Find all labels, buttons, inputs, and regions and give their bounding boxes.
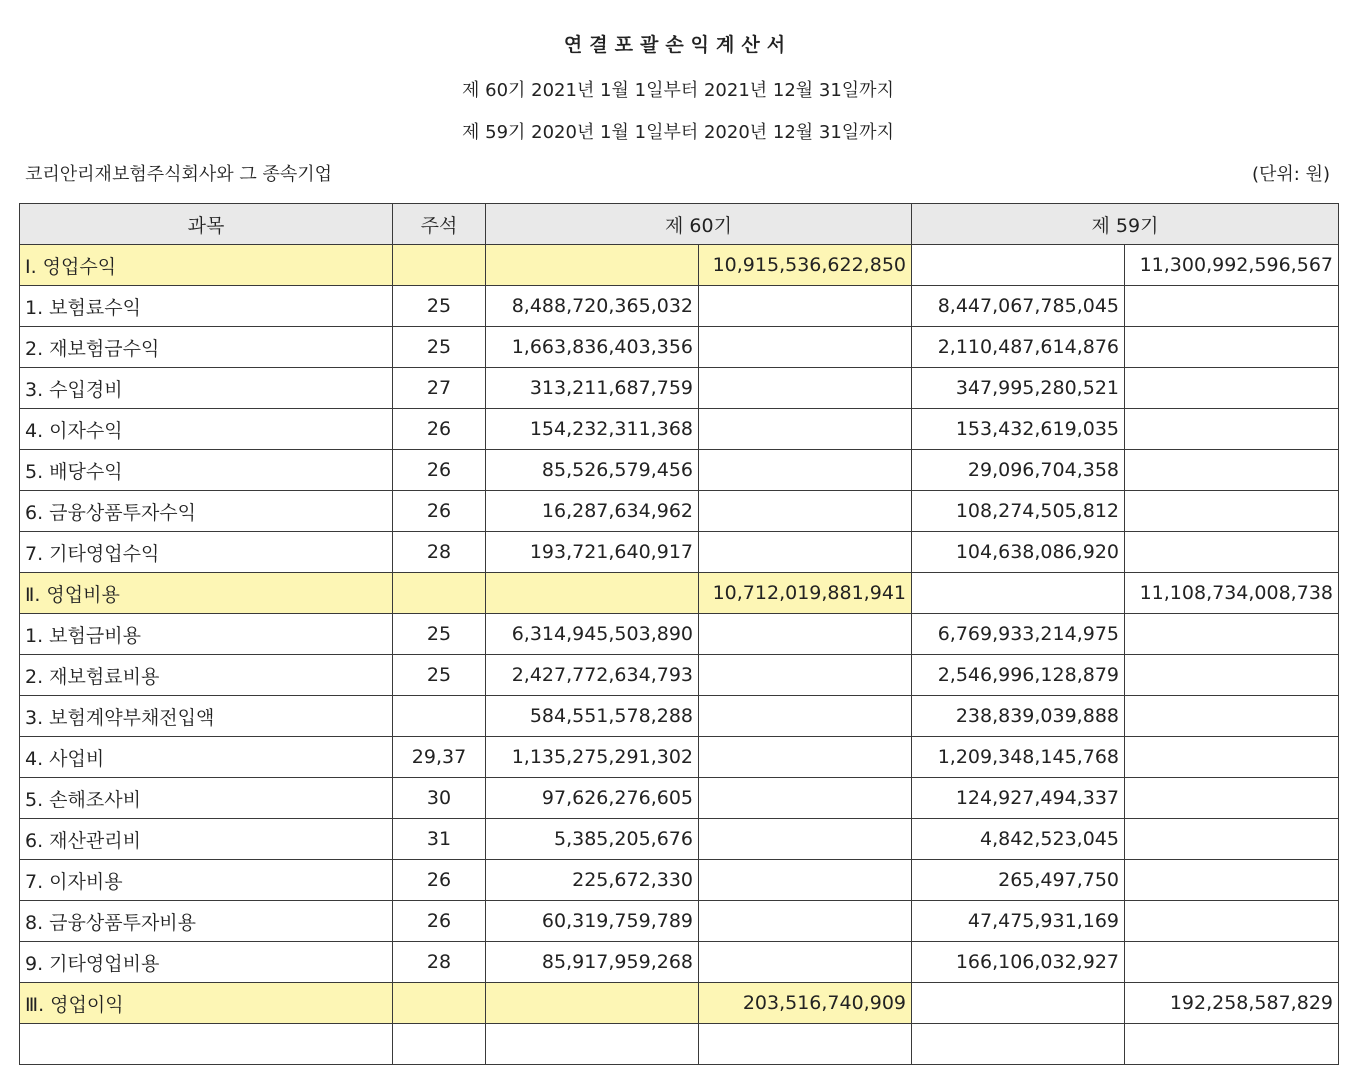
table-row [20, 901, 1339, 942]
table-row [20, 1024, 1339, 1065]
table-row [20, 409, 1339, 450]
prior-detail-cell: 4,842,523,045 [912, 819, 1125, 860]
prior-total-cell [1125, 491, 1339, 532]
prior-detail-cell: 6,769,933,214,975 [912, 614, 1125, 655]
prior-detail-cell: 104,638,086,920 [912, 532, 1125, 573]
account-cell: 3. 수입경비 [20, 368, 393, 409]
current-detail-cell: 8,488,720,365,032 [486, 286, 699, 327]
account-cell: 9. 기타영업비용 [20, 942, 393, 983]
current-detail-cell: 16,287,634,962 [486, 491, 699, 532]
prior-total-cell [1125, 1024, 1339, 1065]
current-total-cell [699, 491, 912, 532]
current-detail-cell: 85,917,959,268 [486, 942, 699, 983]
note-cell: 26 [393, 860, 486, 901]
current-total-cell [699, 450, 912, 491]
note-cell [393, 245, 486, 286]
current-detail-cell: 313,211,687,759 [486, 368, 699, 409]
current-total-cell [699, 409, 912, 450]
prior-total-cell [1125, 286, 1339, 327]
prior-detail-cell [912, 983, 1125, 1024]
current-detail-cell: 193,721,640,917 [486, 532, 699, 573]
table-row [20, 655, 1339, 696]
account-cell: 6. 재산관리비 [20, 819, 393, 860]
prior-total-cell: 11,300,992,596,567 [1125, 245, 1339, 286]
current-total-cell [699, 819, 912, 860]
current-detail-cell: 6,314,945,503,890 [486, 614, 699, 655]
prior-detail-cell [912, 573, 1125, 614]
prior-detail-cell: 238,839,039,888 [912, 696, 1125, 737]
current-total-cell [699, 532, 912, 573]
note-cell [393, 573, 486, 614]
prior-total-cell [1125, 778, 1339, 819]
note-cell: 25 [393, 327, 486, 368]
header-account: 과목 [20, 204, 393, 245]
note-cell: 25 [393, 655, 486, 696]
prior-total-cell [1125, 655, 1339, 696]
table-row [20, 368, 1339, 409]
current-detail-cell: 584,551,578,288 [486, 696, 699, 737]
current-total-cell: 10,712,019,881,941 [699, 573, 912, 614]
account-cell: 1. 보험금비용 [20, 614, 393, 655]
account-cell: 4. 사업비 [20, 737, 393, 778]
current-total-cell [699, 327, 912, 368]
prior-detail-cell: 347,995,280,521 [912, 368, 1125, 409]
current-total-cell [699, 778, 912, 819]
statement-title: 연결포괄손익계산서 [563, 34, 793, 56]
note-cell: 26 [393, 450, 486, 491]
current-total-cell [699, 1024, 912, 1065]
current-detail-cell: 1,663,836,403,356 [486, 327, 699, 368]
account-cell: 7. 기타영업수익 [20, 532, 393, 573]
unit-label: (단위: 원) [1252, 164, 1330, 185]
account-cell: 4. 이자수익 [20, 409, 393, 450]
section-row [20, 983, 1339, 1024]
table-body [20, 245, 1339, 1065]
current-detail-cell [486, 983, 699, 1024]
prior-detail-cell: 2,110,487,614,876 [912, 327, 1125, 368]
prior-total-cell [1125, 819, 1339, 860]
table-row [20, 737, 1339, 778]
note-cell: 31 [393, 819, 486, 860]
note-cell [393, 983, 486, 1024]
account-cell: Ⅱ. 영업비용 [20, 573, 393, 614]
table-row [20, 450, 1339, 491]
current-total-cell [699, 901, 912, 942]
current-detail-cell: 97,626,276,605 [486, 778, 699, 819]
current-total-cell: 203,516,740,909 [699, 983, 912, 1024]
prior-detail-cell: 153,432,619,035 [912, 409, 1125, 450]
current-total-cell [699, 368, 912, 409]
table-row [20, 491, 1339, 532]
prior-detail-cell [912, 245, 1125, 286]
account-cell [20, 1024, 393, 1065]
current-total-cell [699, 614, 912, 655]
account-cell: 7. 이자비용 [20, 860, 393, 901]
prior-detail-cell: 124,927,494,337 [912, 778, 1125, 819]
current-detail-cell [486, 1024, 699, 1065]
account-cell: 3. 보험계약부채전입액 [20, 696, 393, 737]
note-cell: 26 [393, 491, 486, 532]
income-statement-table [19, 203, 1339, 1065]
table-row [20, 327, 1339, 368]
account-cell: 8. 금융상품투자비용 [20, 901, 393, 942]
prior-detail-cell: 29,096,704,358 [912, 450, 1125, 491]
prior-detail-cell: 108,274,505,812 [912, 491, 1125, 532]
account-cell: Ⅲ. 영업이익 [20, 983, 393, 1024]
note-cell: 26 [393, 409, 486, 450]
company-name: 코리안리재보험주식회사와 그 종속기업 [25, 164, 333, 185]
period-prior: 제 59기 2020년 1월 1일부터 2020년 12월 31일까지 [462, 122, 894, 143]
account-cell: Ⅰ. 영업수익 [20, 245, 393, 286]
table-row [20, 819, 1339, 860]
table-row [20, 532, 1339, 573]
prior-detail-cell: 265,497,750 [912, 860, 1125, 901]
current-total-cell [699, 696, 912, 737]
prior-detail-cell: 166,106,032,927 [912, 942, 1125, 983]
current-detail-cell [486, 573, 699, 614]
note-cell: 28 [393, 532, 486, 573]
header-prior-period: 제 59기 [912, 204, 1339, 245]
prior-total-cell: 192,258,587,829 [1125, 983, 1339, 1024]
section-row [20, 573, 1339, 614]
current-detail-cell: 2,427,772,634,793 [486, 655, 699, 696]
note-cell: 28 [393, 942, 486, 983]
current-total-cell [699, 942, 912, 983]
section-row [20, 245, 1339, 286]
current-total-cell [699, 860, 912, 901]
prior-detail-cell: 2,546,996,128,879 [912, 655, 1125, 696]
prior-total-cell [1125, 532, 1339, 573]
current-total-cell [699, 286, 912, 327]
account-cell: 5. 배당수익 [20, 450, 393, 491]
note-cell: 25 [393, 614, 486, 655]
note-cell [393, 696, 486, 737]
account-cell: 1. 보험료수익 [20, 286, 393, 327]
table-row [20, 696, 1339, 737]
prior-total-cell [1125, 327, 1339, 368]
current-detail-cell: 1,135,275,291,302 [486, 737, 699, 778]
table-row [20, 778, 1339, 819]
current-detail-cell: 85,526,579,456 [486, 450, 699, 491]
current-total-cell [699, 655, 912, 696]
table-row [20, 860, 1339, 901]
account-cell: 2. 재보험금수익 [20, 327, 393, 368]
account-cell: 2. 재보험료비용 [20, 655, 393, 696]
prior-total-cell [1125, 860, 1339, 901]
prior-detail-cell: 8,447,067,785,045 [912, 286, 1125, 327]
header-note: 주석 [393, 204, 486, 245]
prior-total-cell [1125, 368, 1339, 409]
prior-total-cell [1125, 901, 1339, 942]
table-row [20, 942, 1339, 983]
current-detail-cell: 225,672,330 [486, 860, 699, 901]
note-cell: 30 [393, 778, 486, 819]
prior-detail-cell [912, 1024, 1125, 1065]
prior-total-cell [1125, 942, 1339, 983]
note-cell: 25 [393, 286, 486, 327]
account-cell: 6. 금융상품투자수익 [20, 491, 393, 532]
current-total-cell [699, 737, 912, 778]
header-current-period: 제 60기 [486, 204, 912, 245]
account-cell: 5. 손해조사비 [20, 778, 393, 819]
prior-total-cell [1125, 450, 1339, 491]
note-cell: 29,37 [393, 737, 486, 778]
table-row [20, 286, 1339, 327]
note-cell: 27 [393, 368, 486, 409]
period-current: 제 60기 2021년 1월 1일부터 2021년 12월 31일까지 [462, 80, 894, 101]
prior-total-cell [1125, 614, 1339, 655]
prior-total-cell [1125, 737, 1339, 778]
prior-detail-cell: 47,475,931,169 [912, 901, 1125, 942]
current-detail-cell: 60,319,759,789 [486, 901, 699, 942]
note-cell: 26 [393, 901, 486, 942]
prior-total-cell [1125, 409, 1339, 450]
prior-total-cell [1125, 696, 1339, 737]
current-detail-cell [486, 245, 699, 286]
current-detail-cell: 5,385,205,676 [486, 819, 699, 860]
note-cell [393, 1024, 486, 1065]
table-row [20, 614, 1339, 655]
table-header-row [20, 204, 1339, 245]
prior-total-cell: 11,108,734,008,738 [1125, 573, 1339, 614]
current-detail-cell: 154,232,311,368 [486, 409, 699, 450]
current-total-cell: 10,915,536,622,850 [699, 245, 912, 286]
prior-detail-cell: 1,209,348,145,768 [912, 737, 1125, 778]
